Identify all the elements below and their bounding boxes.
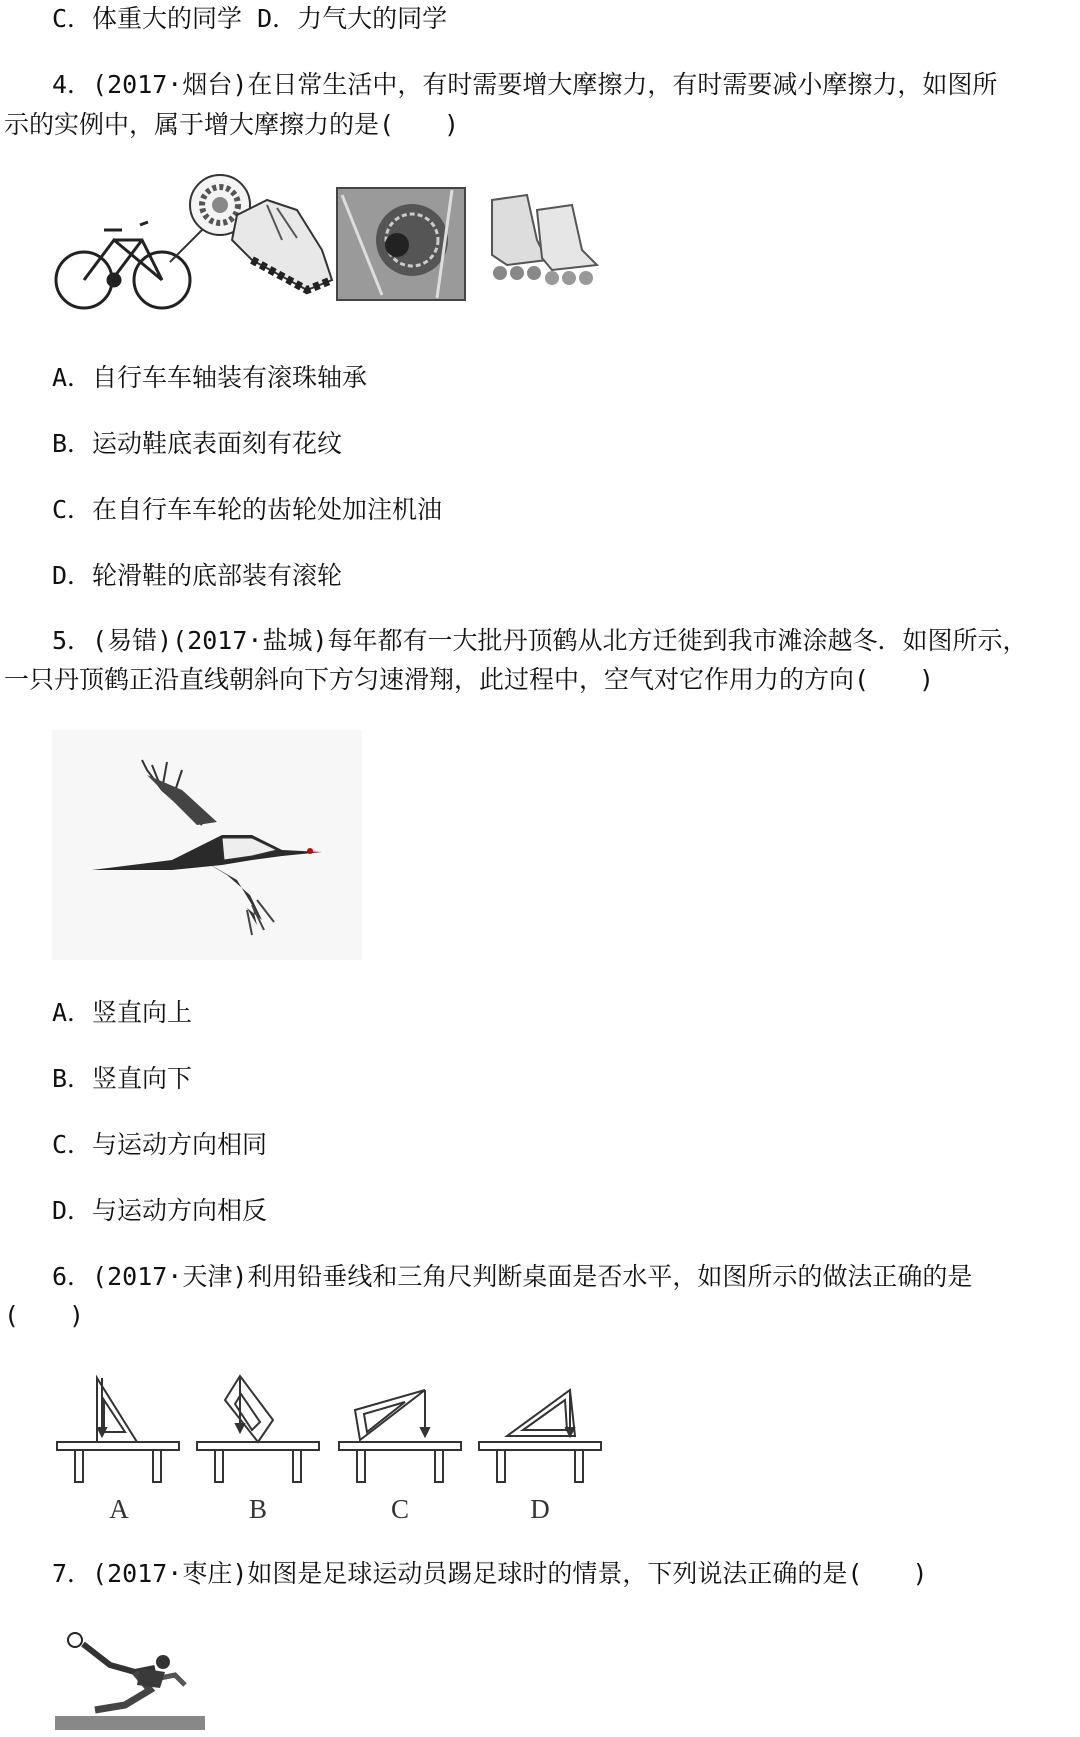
table-d bbox=[479, 1390, 601, 1482]
q5-option-d: D．与运动方向相反 bbox=[52, 1196, 268, 1225]
q5-figure-crane-image bbox=[52, 730, 362, 960]
q6-stem-line2: ( ) bbox=[4, 1301, 85, 1330]
q5-option-a: A．竖直向上 bbox=[52, 998, 193, 1027]
q4-figure-friction-examples bbox=[52, 170, 652, 320]
roller-skates-image bbox=[492, 195, 597, 285]
q3-options-cd: C．体重大的同学 D．力气大的同学 bbox=[52, 4, 448, 33]
bicycle-gear-image bbox=[337, 188, 465, 300]
q4-stem-line2: 示的实例中，属于增大摩擦力的是( ) bbox=[4, 110, 460, 139]
table-b bbox=[197, 1376, 319, 1482]
table-c bbox=[339, 1390, 461, 1482]
q4-option-a: A．自行车车轴装有滚珠轴承 bbox=[52, 363, 368, 392]
q4-option-c: C．在自行车车轮的齿轮处加注机油 bbox=[52, 495, 443, 524]
table-c-label: C bbox=[390, 1494, 410, 1520]
q7-stem-line1: 7．(2017·枣庄)如图是足球运动员踢足球时的情景，下列说法正确的是( ) bbox=[52, 1559, 928, 1588]
bicycle-image bbox=[56, 222, 190, 308]
table-a bbox=[57, 1378, 179, 1482]
q4-option-b: B．运动鞋底表面刻有花纹 bbox=[52, 429, 343, 458]
q5-stem-line2: 一只丹顶鹤正沿直线朝斜向下方匀速滑翔，此过程中，空气对它作用力的方向( ) bbox=[4, 665, 935, 694]
q4-option-d: D．轮滑鞋的底部装有滚轮 bbox=[52, 561, 343, 590]
sneaker-image bbox=[232, 200, 332, 290]
q6-stem-line1: 6．(2017·天津)利用铅垂线和三角尺判断桌面是否水平，如图所示的做法正确的是 bbox=[52, 1262, 973, 1291]
q4-stem-line1: 4．(2017·烟台)在日常生活中，有时需要增大摩擦力，有时需要减小摩擦力，如图所 bbox=[52, 70, 998, 99]
q5-option-b: B．竖直向下 bbox=[52, 1064, 193, 1093]
table-a-label: A bbox=[109, 1494, 129, 1520]
q5-stem-line1: 5．(易错)(2017·盐城)每年都有一大批丹顶鹤从北方迁徙到我市滩涂越冬．如图所示， bbox=[52, 626, 1028, 655]
q7-figure-soccer-player-image bbox=[55, 1630, 205, 1730]
q5-option-c: C．与运动方向相同 bbox=[52, 1130, 268, 1159]
q6-figure-plumb-line-tables bbox=[55, 1370, 615, 1520]
table-d-label: D bbox=[530, 1494, 550, 1520]
soccer-ball-icon bbox=[68, 1633, 82, 1647]
table-b-label: B bbox=[248, 1494, 268, 1520]
